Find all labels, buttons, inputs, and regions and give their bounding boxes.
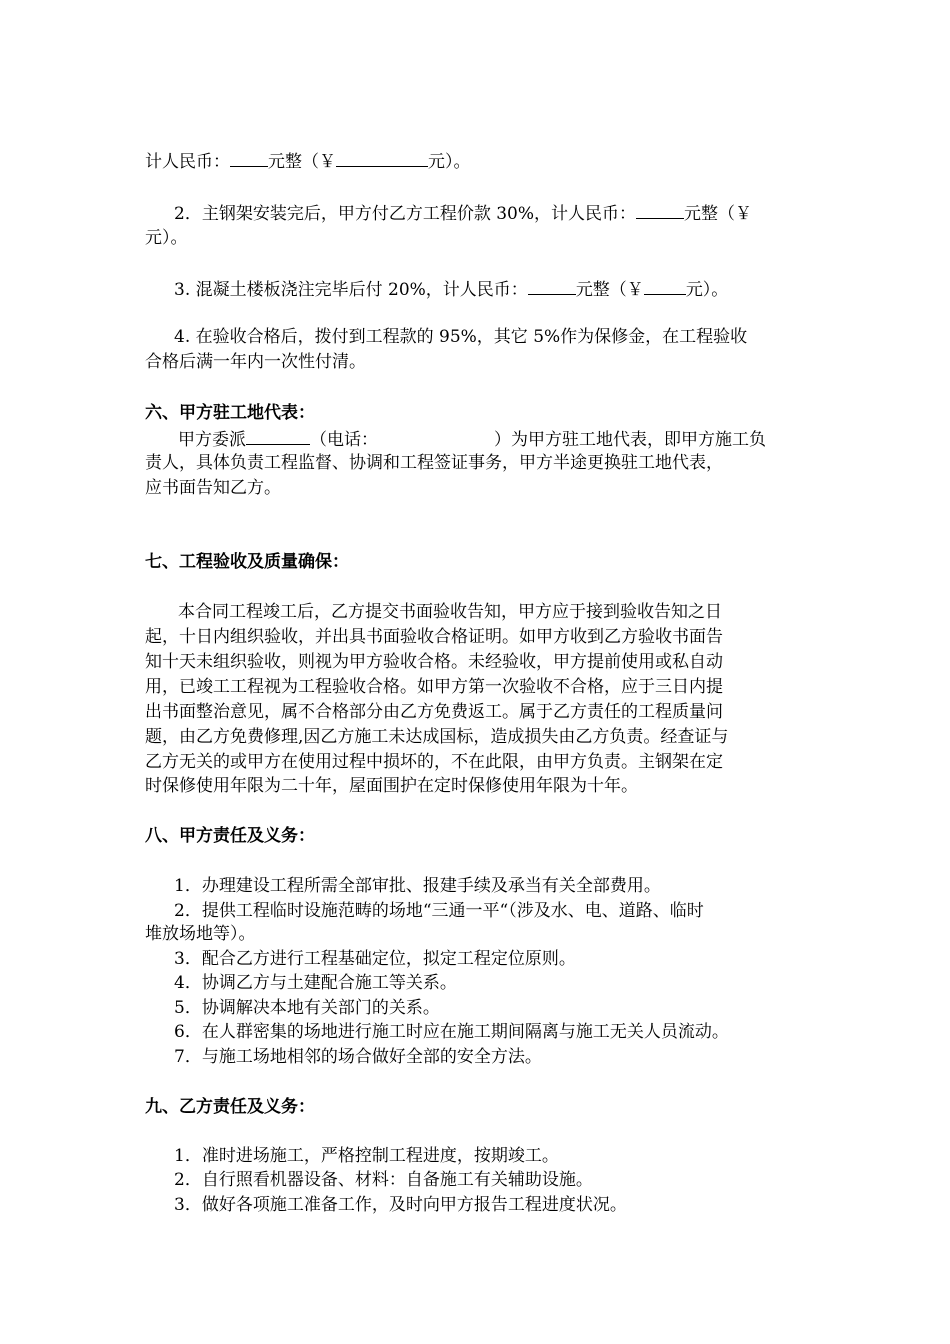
section-9-item: 3．做好各项施工准备工作，及时向甲方报告工程进度状况。 (174, 1195, 627, 1215)
section-7-line: 出书面整治意见，属不合格部分由乙方免费返工。属于乙方责任的工程质量问 (145, 702, 723, 722)
section-7-heading: 七、工程验收及质量确保： (145, 552, 349, 572)
section-8-item: 7．与施工场地相邻的场合做好全部的安全方法。 (174, 1047, 542, 1067)
section-8-item-cont: 堆放场地等）。 (145, 924, 256, 944)
payment-item-4-cont: 合格后满一年内一次性付清。 (145, 352, 366, 372)
text: ）为甲方驻工地代表，即甲方施工负 (494, 430, 766, 450)
section-8-item: 3．配合乙方进行工程基础定位，拟定工程定位原则。 (174, 949, 576, 969)
section-8-item: 4．协调乙方与土建配合施工等关系。 (174, 973, 457, 993)
section-9-heading: 九、乙方责任及义务： (145, 1097, 315, 1117)
payment-item-2 (174, 200, 752, 226)
payment-item-4: 4. 在验收合格后，拨付到工程款的 95%，其它 5%作为保修金，在工程验收 (174, 327, 748, 347)
section-6-line-3: 应书面告知乙方。 (145, 478, 281, 498)
section-6-heading: 六、甲方驻工地代表： (145, 403, 315, 423)
section-8-heading: 八、甲方责任及义务： (145, 826, 315, 846)
text: 甲方委派 (178, 430, 246, 450)
section-7-line: 用，已竣工工程视为工程验收合格。如甲方第一次验收不合格，应于三日内提 (145, 677, 723, 697)
section-8-item: 2．提供工程临时设施范畴的场地“三通一平“（涉及水、电、道路、临时 (174, 901, 704, 921)
payment-item-3 (174, 276, 728, 302)
section-7-line: 乙方无关的或甲方在使用过程中损坏的，不在此限，由甲方负责。主钢架在定 (145, 752, 723, 772)
amount-blank (528, 276, 576, 295)
text: 计人民币： (145, 152, 230, 172)
section-8-item: 1．办理建设工程所需全部审批、报建手续及承当有关全部费用。 (174, 876, 661, 896)
section-7-line: 本合同工程竣工后，乙方提交书面验收告知，甲方应于接到验收告知之日 (178, 602, 722, 622)
section-7-line: 时保修使用年限为二十年，屋面围护在定时保修使用年限为十年。 (145, 776, 638, 796)
text: 元）。 (428, 152, 471, 172)
section-8-item: 5．协调解决本地有关部门的关系。 (174, 998, 440, 1018)
amount-blank (636, 200, 684, 219)
name-blank (246, 426, 310, 445)
amount-blank (230, 148, 268, 167)
payment-item-2-cont (145, 226, 188, 250)
text: 元）。 (145, 228, 188, 248)
text: 元整（￥ (684, 204, 753, 224)
text: 2．主钢架安装完后，甲方付乙方工程价款 30%，计人民币： (174, 204, 637, 224)
section-7-line: 起，十日内组织验收，并出具书面验收合格证明。如甲方收到乙方验收书面告 (145, 627, 723, 647)
section-6-line-1 (178, 426, 766, 452)
payment-line-0 (145, 148, 471, 174)
text: 3. 混凝土楼板浇注完毕后付 20%，计人民币： (174, 280, 528, 300)
section-9-item: 1．准时进场施工，严格控制工程进度，按期竣工。 (174, 1146, 559, 1166)
section-6-line-2: 责人，具体负责工程监督、协调和工程签证事务，甲方半途更换驻工地代表， (145, 453, 723, 473)
amount-blank (336, 148, 428, 167)
section-9-item: 2．自行照看机器设备、材料：自备施工有关辅助设施。 (174, 1170, 593, 1190)
text: （电话： (310, 430, 378, 450)
section-7-line: 题，由乙方免费修理,因乙方施工未达成国标，造成损失由乙方负责。经查证与 (145, 727, 729, 747)
text: 元整（￥ (268, 152, 336, 172)
section-7-line: 知十天未组织验收，则视为甲方验收合格。未经验收，甲方提前使用或私自动 (145, 652, 723, 672)
amount-blank (644, 276, 686, 295)
text: 元整（￥ (575, 280, 644, 300)
text: 元）。 (685, 280, 729, 300)
section-8-item: 6．在人群密集的场地进行施工时应在施工期间隔离与施工无关人员流动。 (174, 1022, 729, 1042)
